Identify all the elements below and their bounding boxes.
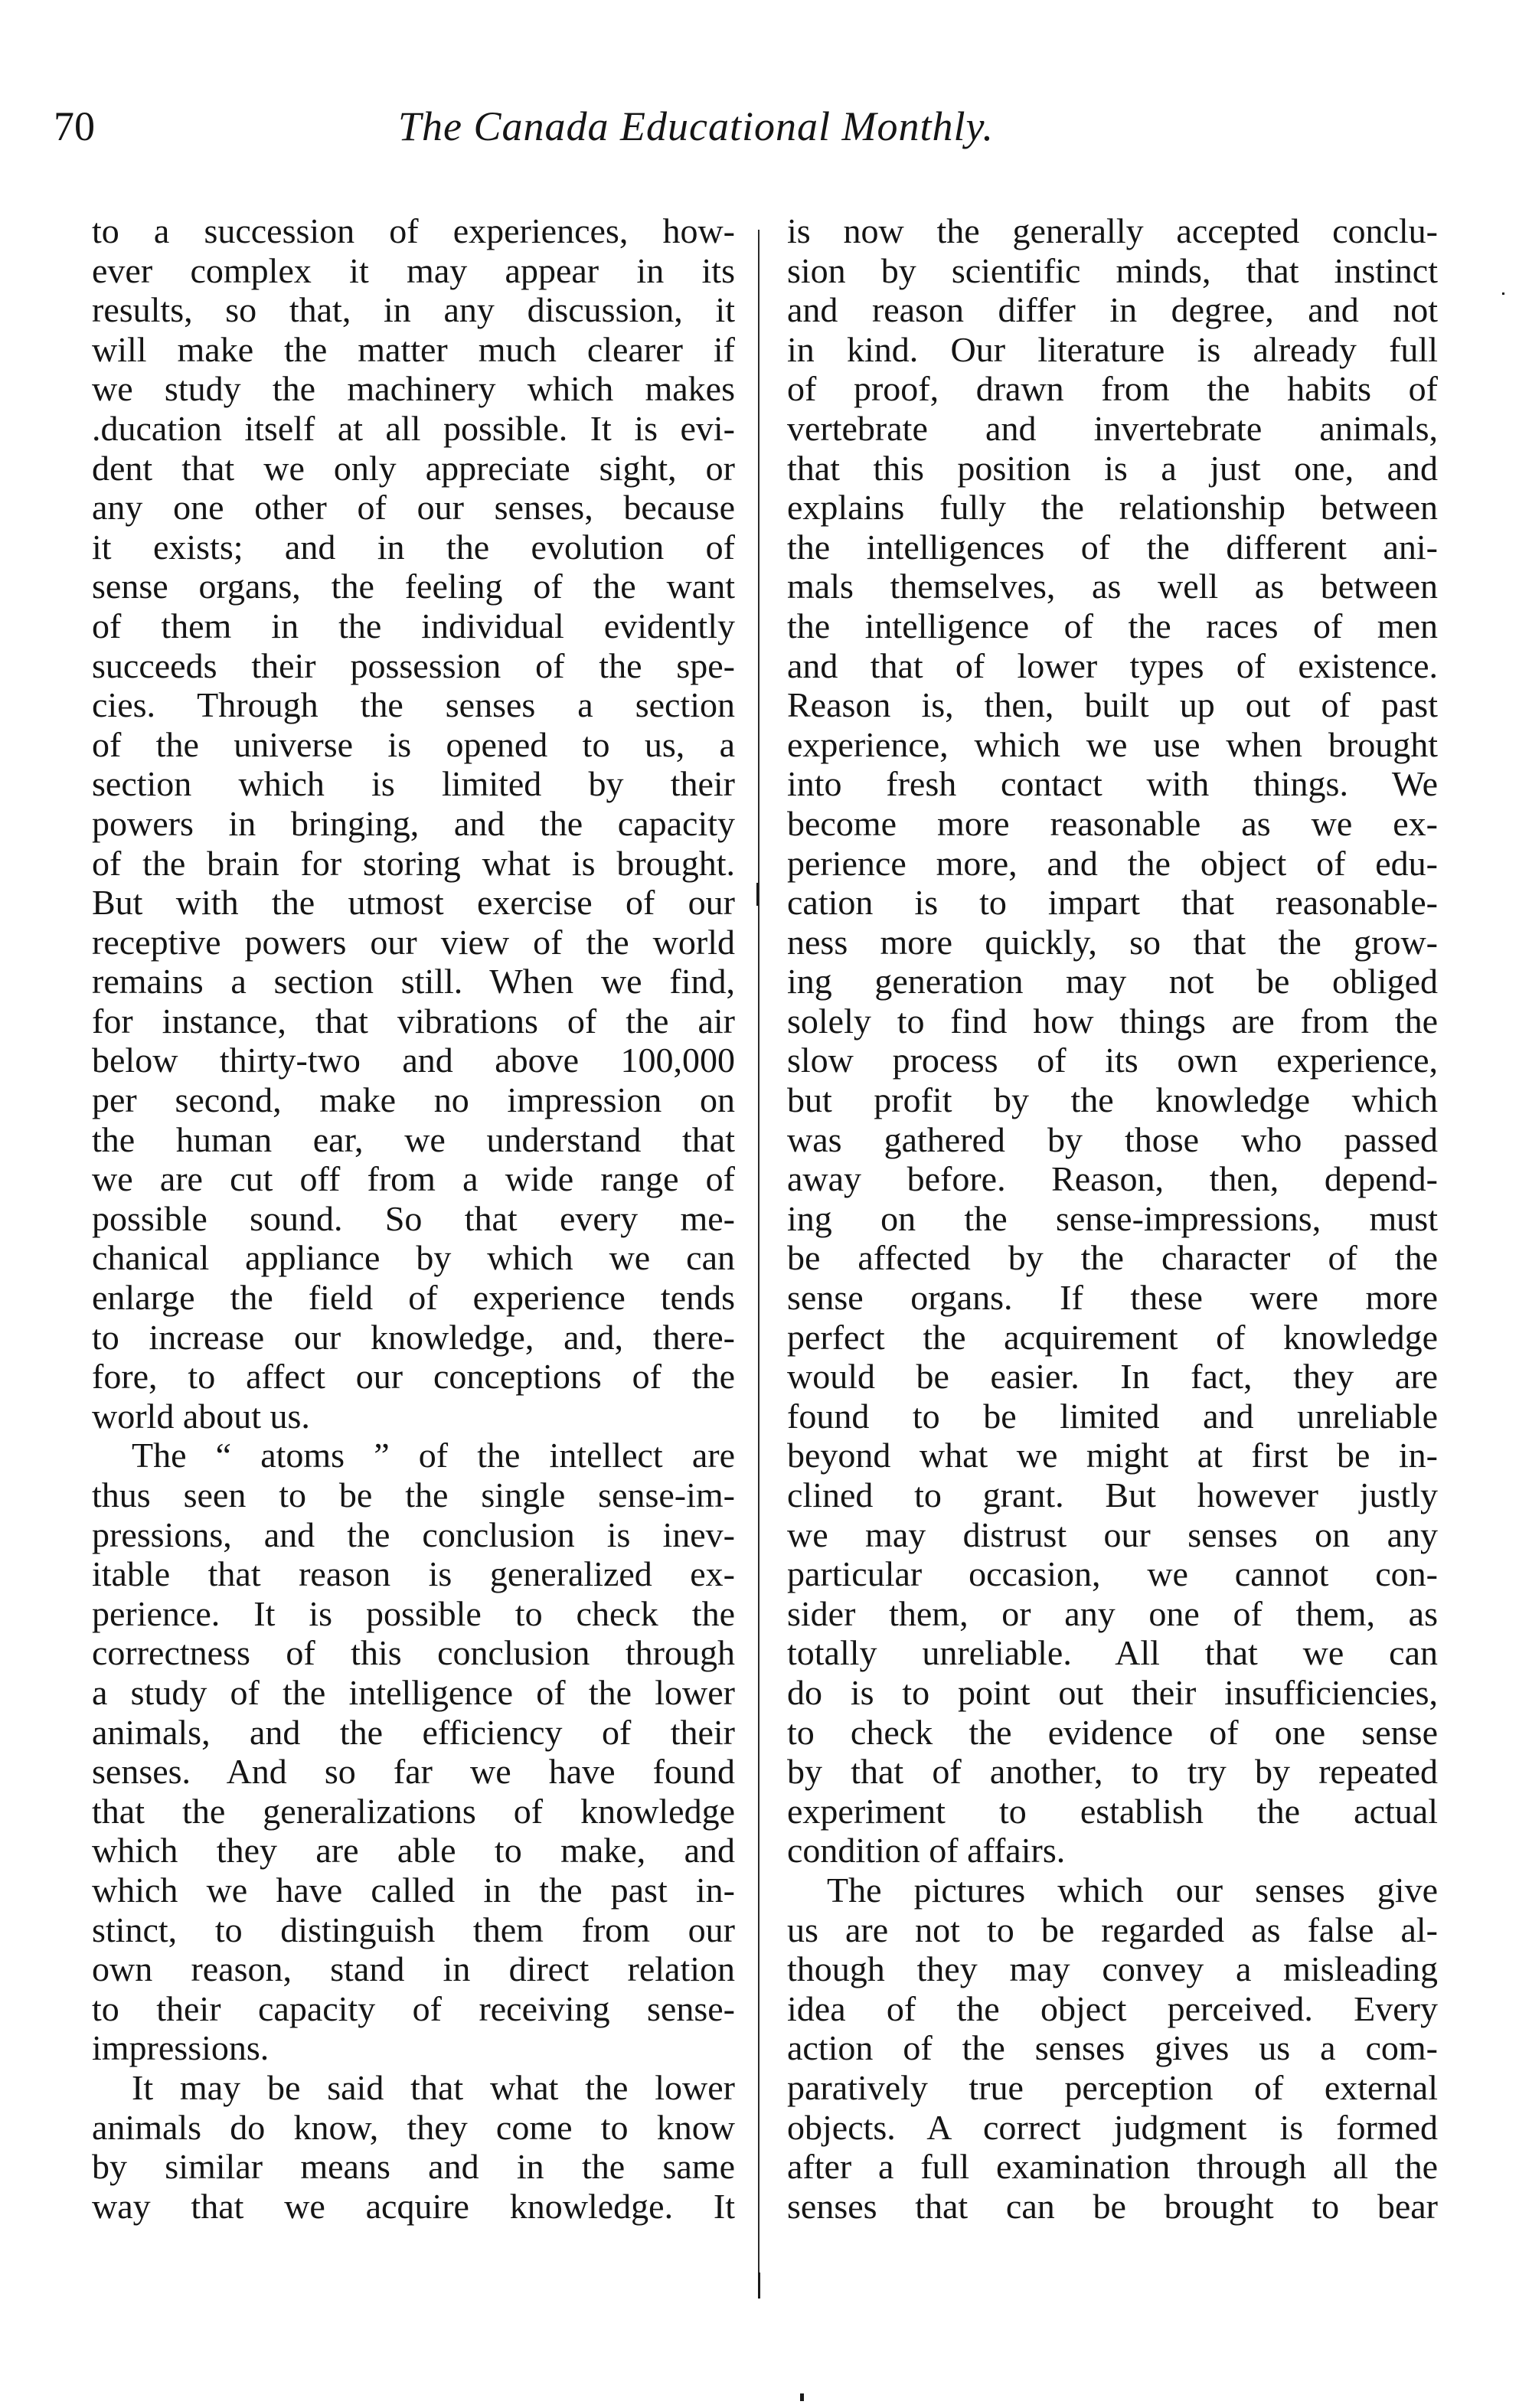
text-line: dent that we only appreciate sight, or: [92, 448, 735, 488]
text-line: into fresh contact with things. We: [787, 764, 1438, 804]
print-speck: [1502, 292, 1504, 295]
text-line: The “ atoms ” of the intellect are: [132, 1436, 735, 1475]
text-line: stinct, to distinguish them from our: [92, 1910, 735, 1949]
text-line: sense organs, the feeling of the want: [92, 567, 735, 606]
text-line: impressions.: [92, 2028, 270, 2068]
text-line: slow process of its own experience,: [787, 1041, 1438, 1080]
text-line: thus seen to be the single sense-im-: [92, 1475, 735, 1514]
text-line: correctness of this conclusion through: [92, 1633, 735, 1673]
text-line: animals, and the efficiency of their: [92, 1712, 735, 1752]
text-line: to increase our knowledge, and, there-: [92, 1317, 735, 1357]
text-line: beyond what we might at first be in-: [787, 1436, 1438, 1475]
text-line: receptive powers our view of the world: [92, 922, 735, 962]
text-line: become more reasonable as we ex-: [787, 803, 1438, 843]
text-line: own reason, stand in direct relation: [92, 1949, 735, 1989]
column-rule: [758, 230, 760, 2297]
text-line: away before. Reason, then, depend-: [787, 1159, 1438, 1199]
text-line: was gathered by those who passed: [787, 1119, 1438, 1159]
text-line: do is to point out their insufficiencies,: [787, 1672, 1438, 1712]
text-line: we may distrust our senses on any: [787, 1514, 1438, 1554]
text-line: that this position is a just one, and: [787, 448, 1438, 488]
text-line: would be easier. In fact, they are: [787, 1357, 1438, 1397]
text-line: powers in bringing, and the capacity: [92, 803, 735, 843]
text-line: animals do know, they come to know: [92, 2107, 735, 2147]
text-line: fore, to affect our conceptions of the: [92, 1357, 735, 1397]
text-line: of the brain for storing what is brought.: [92, 843, 735, 883]
print-speck: [758, 2272, 760, 2299]
text-line: which we have called in the past in-: [92, 1870, 735, 1910]
text-line: solely to find how things are from the: [787, 1001, 1438, 1041]
text-line: experiment to establish the actual: [787, 1791, 1438, 1831]
text-line: we study the machinery which makes: [92, 369, 735, 409]
text-line: by similar means and in the same: [92, 2147, 735, 2187]
text-line: senses. And so far we have found: [92, 1752, 735, 1792]
text-line: world about us.: [92, 1396, 310, 1436]
text-line: though they may convey a misleading: [787, 1949, 1438, 1989]
text-line: to their capacity of receiving sense-: [92, 1988, 735, 2028]
text-line: succeeds their possession of the spe-: [92, 645, 735, 685]
text-line: objects. A correct judgment is formed: [787, 2107, 1438, 2147]
text-line: chanical appliance by which we can: [92, 1238, 735, 1278]
text-line: any one other of our senses, because: [92, 488, 735, 528]
text-line: idea of the object perceived. Every: [787, 1988, 1438, 2028]
text-line: and reason differ in degree, and not: [787, 290, 1438, 330]
text-line: The pictures which our senses give: [827, 1870, 1438, 1910]
text-line: cies. Through the senses a section: [92, 685, 735, 725]
text-line: a study of the intelligence of the lower: [92, 1672, 735, 1712]
text-line: to check the evidence of one sense: [787, 1712, 1438, 1752]
text-line: below thirty-two and above 100,000: [92, 1041, 735, 1080]
text-line: action of the senses gives us a com-: [787, 2028, 1438, 2068]
text-line: totally unreliable. All that we can: [787, 1633, 1438, 1673]
page-number: 70: [54, 103, 95, 149]
text-line: senses that can be brought to bear: [787, 2186, 1438, 2226]
text-line: enlarge the field of experience tends: [92, 1278, 735, 1318]
text-column-right: [787, 211, 1438, 2226]
running-title: The Canada Educational Monthly.: [398, 103, 994, 149]
text-line: ever complex it may appear in its: [92, 250, 735, 290]
text-line: be affected by the character of the: [787, 1238, 1438, 1278]
text-line: sense organs. If these were more: [787, 1278, 1438, 1318]
text-line: perience more, and the object of edu-: [787, 843, 1438, 883]
text-line: of the universe is opened to us, a: [92, 724, 735, 764]
text-line: in kind. Our literature is already full: [787, 329, 1438, 369]
text-line: vertebrate and invertebrate animals,: [787, 408, 1438, 448]
text-line: but profit by the knowledge which: [787, 1080, 1438, 1120]
text-column-left: [92, 211, 735, 2226]
text-line: found to be limited and unreliable: [787, 1396, 1438, 1436]
text-line: But with the utmost exercise of our: [92, 883, 735, 923]
text-line: perfect the acquirement of knowledge: [787, 1317, 1438, 1357]
text-line: particular occasion, we cannot con-: [787, 1554, 1438, 1594]
text-line: the human ear, we understand that: [92, 1119, 735, 1159]
print-speck: [756, 883, 759, 906]
text-line: of proof, drawn from the habits of: [787, 369, 1438, 409]
text-line: experience, which we use when brought: [787, 724, 1438, 764]
text-line: sion by scientific minds, that instinct: [787, 250, 1438, 290]
text-line: and that of lower types of existence.: [787, 645, 1438, 685]
text-line: itable that reason is generalized ex-: [92, 1554, 735, 1594]
text-line: after a full examination through all the: [787, 2147, 1438, 2187]
text-line: It may be said that what the lower: [132, 2067, 735, 2107]
text-line: paratively true perception of external: [787, 2067, 1438, 2107]
text-line: pressions, and the conclusion is inev-: [92, 1514, 735, 1554]
text-line: it exists; and in the evolution of: [92, 527, 735, 567]
text-line: will make the matter much clearer if: [92, 329, 735, 369]
text-line: cation is to impart that reasonable-: [787, 883, 1438, 923]
text-line: ness more quickly, so that the grow-: [787, 922, 1438, 962]
text-line: mals themselves, as well as between: [787, 567, 1438, 606]
text-line: section which is limited by their: [92, 764, 735, 804]
text-line: by that of another, to try by repeated: [787, 1752, 1438, 1792]
text-line: is now the generally accepted conclu-: [787, 211, 1438, 250]
text-line: remains a section still. When we find,: [92, 962, 735, 1001]
text-line: ing on the sense-impressions, must: [787, 1198, 1438, 1238]
text-line: of them in the individual evidently: [92, 606, 735, 645]
text-line: for instance, that vibrations of the air: [92, 1001, 735, 1041]
text-line: Reason is, then, built up out of past: [787, 685, 1438, 725]
text-line: perience. It is possible to check the: [92, 1593, 735, 1633]
text-line: that the generalizations of knowledge: [92, 1791, 735, 1831]
text-line: explains fully the relationship between: [787, 488, 1438, 528]
text-line: per second, make no impression on: [92, 1080, 735, 1120]
text-line: the intelligences of the different ani-: [787, 527, 1438, 567]
text-line: sider them, or any one of them, as: [787, 1593, 1438, 1633]
text-line: which they are able to make, and: [92, 1831, 735, 1871]
text-line: condition of affairs.: [787, 1831, 1066, 1871]
text-line: to a succession of experiences, how-: [92, 211, 735, 250]
text-line: the intelligence of the races of men: [787, 606, 1438, 645]
text-line: .ducation itself at all possible. It is evi-: [92, 408, 735, 448]
text-line: we are cut off from a wide range of: [92, 1159, 735, 1199]
print-speck: [800, 2393, 804, 2401]
text-line: way that we acquire knowledge. It: [92, 2186, 735, 2226]
text-line: clined to grant. But however justly: [787, 1475, 1438, 1514]
text-line: ing generation may not be obliged: [787, 962, 1438, 1001]
text-line: possible sound. So that every me-: [92, 1198, 735, 1238]
text-line: results, so that, in any discussion, it: [92, 290, 735, 330]
text-line: us are not to be regarded as false al-: [787, 1910, 1438, 1949]
